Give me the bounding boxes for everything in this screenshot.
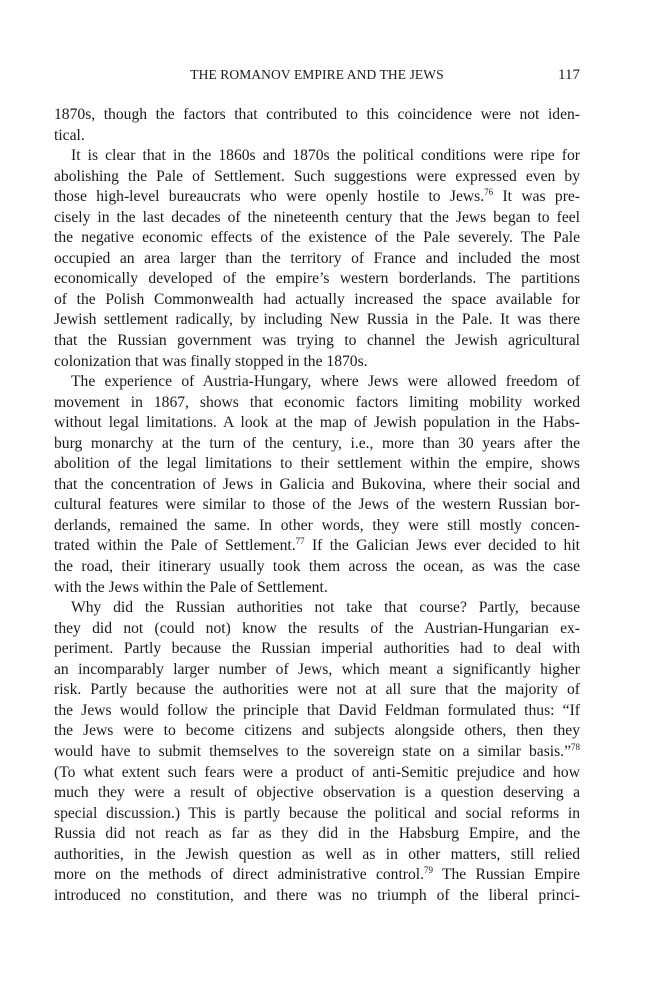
line-text: cultural features were similar to those of the Jews of the western Russian bor- <box>54 496 580 514</box>
text-line <box>54 804 580 825</box>
line-text: the negative economic effects of the existence of the Pale severely. The Pale <box>54 229 580 247</box>
text-line <box>54 639 580 660</box>
footnote-ref: 79 <box>424 865 434 876</box>
line-text: of the Polish Commonwealth had actually increased the space available for <box>54 290 580 308</box>
text-line <box>54 249 580 270</box>
text-line <box>54 434 580 455</box>
line-text: periment. Partly because the Russian imperial authorities had to deal with <box>54 640 580 658</box>
text-line <box>54 495 580 516</box>
text-line <box>54 290 580 311</box>
line-text: The experience of Austria-Hungary, where Jews were allowed freedom of <box>71 373 580 391</box>
text-line <box>54 372 580 393</box>
text-line <box>54 598 580 619</box>
text-line <box>54 167 580 188</box>
line-text: that the Russian government was trying to channel the Jewish agricultural <box>54 332 580 350</box>
text-line <box>54 701 580 722</box>
line-text: with the Jews within the Pale of Settlement. <box>54 578 328 596</box>
line-text: that the concentration of Jews in Galicia and Bukovina, where their social and <box>54 475 580 493</box>
page-number: 117 <box>558 67 580 83</box>
line-text: much they were a result of objective observation is a question deserving a <box>54 784 580 802</box>
line-text: movement in 1867, shows that economic factors limiting mobility worked <box>54 393 580 411</box>
footnote-ref: 77 <box>295 536 305 547</box>
text-line <box>54 228 580 249</box>
text-line <box>54 578 580 599</box>
line-text: occupied an area larger than the territory of France and included the most <box>54 249 580 267</box>
line-text: cisely in the last decades of the nineteenth century that the Jews began to feel <box>54 208 580 226</box>
running-title: THE ROMANOV EMPIRE AND THE JEWS <box>190 67 444 82</box>
line-text: abolition of the legal limitations to their settlement within the empire, shows <box>54 455 580 473</box>
running-head <box>54 67 580 87</box>
text-line <box>54 269 580 290</box>
line-text: abolishing the Pale of Settlement. Such suggestions were expressed even by <box>54 167 580 185</box>
text-line <box>54 824 580 845</box>
line-text: the Jews would follow the principle that David Feldman formulated thus: “If <box>54 701 580 719</box>
text-line <box>54 208 580 229</box>
line-text: tical. <box>54 126 85 144</box>
line-text: authorities, in the Jewish question as well as in other matters, still relied <box>54 845 580 863</box>
line-text-continued: It was pre- <box>493 188 580 206</box>
line-text: It is clear that in the 1860s and 1870s the political conditions were ripe for <box>71 147 580 165</box>
line-text-continued: If the Galician Jews ever decided to hit <box>304 537 580 555</box>
text-line <box>54 845 580 866</box>
line-text: trated within the Pale of Settlement. <box>54 537 296 555</box>
line-text: 1870s, though the factors that contributed to this coincidence were not iden- <box>54 106 580 123</box>
line-text: special discussion.) This is partly because the political and social reforms in <box>54 804 580 822</box>
text-line <box>54 557 580 578</box>
line-text: derlands, remained the same. In other words, they were still mostly concen- <box>54 516 580 534</box>
line-text: more on the methods of direct administrative control. <box>54 866 425 884</box>
line-text-continued: The Russian Empire <box>433 866 580 884</box>
text-line <box>54 783 580 804</box>
text-line <box>54 886 580 907</box>
line-text: Jewish settlement radically, by including New Russia in the Pale. It was there <box>54 311 580 329</box>
line-text: those high-level bureaucrats who were openly hostile to Jews. <box>54 188 485 206</box>
line-text: burg monarchy at the turn of the century, i.e., more than 30 years after the <box>54 434 580 452</box>
body-text <box>54 105 580 906</box>
text-line <box>54 721 580 742</box>
text-line <box>54 680 580 701</box>
text-line <box>54 105 580 126</box>
line-text: the road, their itinerary usually took them across the ocean, as was the case <box>54 558 580 576</box>
line-text: risk. Partly because the authorities were not at all sure that the majority of <box>54 681 580 699</box>
line-text: Why did the Russian authorities not take that course? Partly, because <box>71 599 580 617</box>
line-text: introduced no constitution, and there was no triumph of the liberal princi- <box>54 886 580 904</box>
line-text: Russia did not reach as far as they did in the Habsburg Empire, and the <box>54 825 580 843</box>
text-line <box>54 187 580 208</box>
line-text: (To what extent such fears were a product of anti-Semitic prejudice and how <box>54 763 580 781</box>
footnote-ref: 78 <box>571 741 580 752</box>
footnote-ref: 76 <box>484 187 494 197</box>
text-line <box>54 660 580 681</box>
text-line <box>54 146 580 167</box>
line-text: colonization that was finally stopped in the 1870s. <box>54 352 368 370</box>
text-line <box>54 516 580 537</box>
text-line <box>54 763 580 784</box>
line-text: economically developed of the empire’s western borderlands. The partitions <box>54 270 580 288</box>
text-line <box>54 742 580 763</box>
text-line <box>54 413 580 434</box>
text-line <box>54 536 580 557</box>
text-line <box>54 865 580 886</box>
text-line <box>54 126 580 147</box>
line-text: without legal limitations. A look at the map of Jewish population in the Habs- <box>54 414 580 432</box>
text-line <box>54 331 580 352</box>
text-line <box>54 393 580 414</box>
text-line <box>54 352 580 373</box>
text-line <box>54 454 580 475</box>
line-text: an incomparably larger number of Jews, which meant a significantly higher <box>54 660 580 678</box>
line-text: the Jews were to become citizens and subjects alongside others, then they <box>54 722 580 740</box>
line-text: they did not (could not) know the results of the Austrian-Hungarian ex- <box>54 619 580 637</box>
text-line <box>54 619 580 640</box>
text-line <box>54 475 580 496</box>
text-line <box>54 310 580 331</box>
line-text: would have to submit themselves to the sovereign state on a similar basis.” <box>54 742 571 760</box>
